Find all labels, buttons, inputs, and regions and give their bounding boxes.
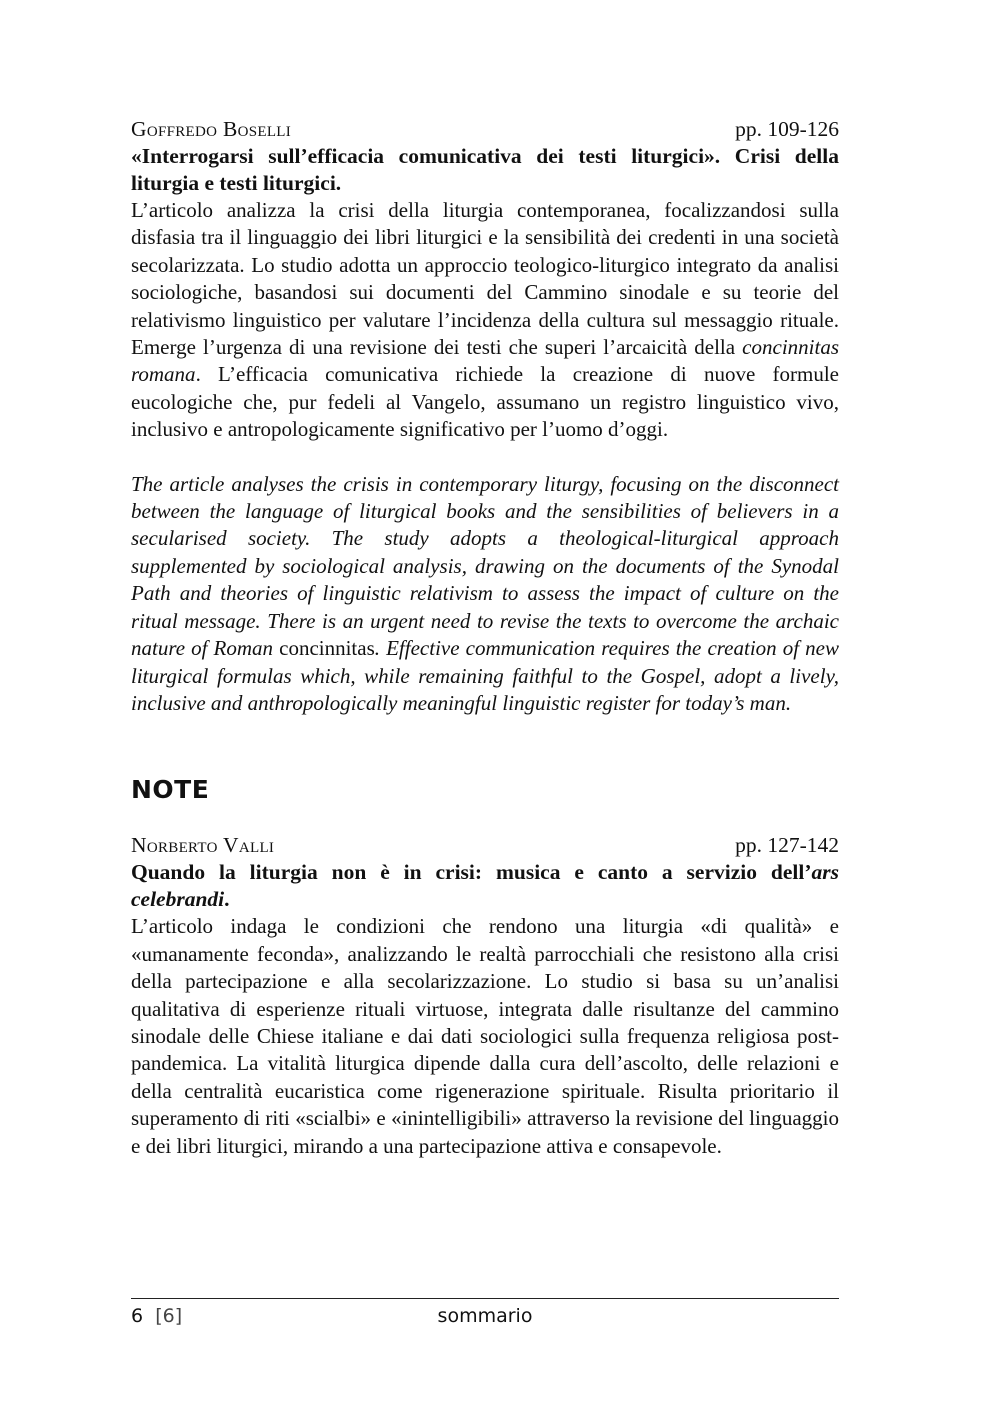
article-title: Quando la liturgia non è in crisi: musica e canto a servizio dell’ars celebrandi. [131, 860, 839, 912]
article-header [131, 116, 839, 143]
article-boselli [131, 116, 839, 717]
article-title: «Interrogarsi sull’efficacia comunicativa dei testi liturgici». Crisi della liturgia e testi liturgici. [131, 144, 839, 195]
page-number: 6 [6] [131, 1305, 183, 1327]
section-heading: NOTE [131, 775, 210, 805]
author-name: Goffredo Boselli [131, 117, 292, 141]
author-name: Norberto Valli [131, 833, 275, 858]
article-header [131, 832, 839, 859]
abstract-italian: L’articolo analizza la crisi della liturgia contemporanea, focalizzandosi sulla disfasia tra il linguaggio dei libri liturgici e la sensibilità dei credenti in una società secolarizzata. Lo studio adotta un approccio teologico-liturgico integrato da analisi sociologiche, basandosi sui documenti del Cammino sinodale e su teorie del relativismo linguistico per valutare l’incidenza della cultura sul messaggio rituale. Emerge l’urgenza di una revisione dei testi che superi l’arcaicità della concinnitas romana. L’efficacia comunicativa richiede la creazione di nuove formule eucologiche che, pur fedeli al Vangelo, assumano un registro linguistico vivo, inclusivo e antropologicamente significativo per l’uomo d’oggi. [131, 198, 839, 442]
page-footer [131, 1298, 839, 1329]
abstract-italian: L’articolo indaga le condizioni che rendono una liturgia «di qualità» e «umanamente feconda», analizzando le realtà parrocchiali che resistono alla crisi della partecipazione e alla secolarizzazione. Lo studio si basa su un’analisi qualitativa di esperienze rituali virtuose, integrata dalle risultanze del cammino sinodale delle Chiese italiane e dai dati sociologici sulla frequenza religiosa post-pandemica. La vitalità liturgica dipende dalla cura dell’ascolto, delle relazioni e della centralità eucaristica come rigenerazione spirituale. Risulta prioritario il superamento di riti «scialbi» e «inintelligibili» attraverso la revisione del linguaggio e dei libri liturgici, mirando a una partecipazione attiva e consapevole. [131, 914, 839, 1158]
page-range: pp. 109-126 [735, 117, 839, 141]
emphasis-latin: concinnitas romana [131, 335, 839, 387]
emphasis-latin: concinnitas [279, 636, 375, 661]
page-range: pp. 127-142 [735, 833, 839, 858]
article-valli [131, 832, 839, 1160]
abstract-english: The article analyses the crisis in contemporary liturgy, focusing on the disconnect between the language of liturgical books and the sensibilities of believers in a secularised society. The study adopts a theological-liturgical approach supplemented by sociological analysis, drawing on the documents of the Synodal Path and theories of linguistic relativism to assess the impact of culture on the ritual message. There is an urgent need to revise the texts to overcome the archaic nature of Roman concinnitas. Effective communication requires the creation of new liturgical formulas which, while remaining faithful to the Gospel, adopt a lively, inclusive and anthropologically meaningful linguistic register for today’s man. [131, 471, 839, 715]
running-title: sommario [437, 1305, 533, 1327]
page-content [131, 116, 839, 1160]
